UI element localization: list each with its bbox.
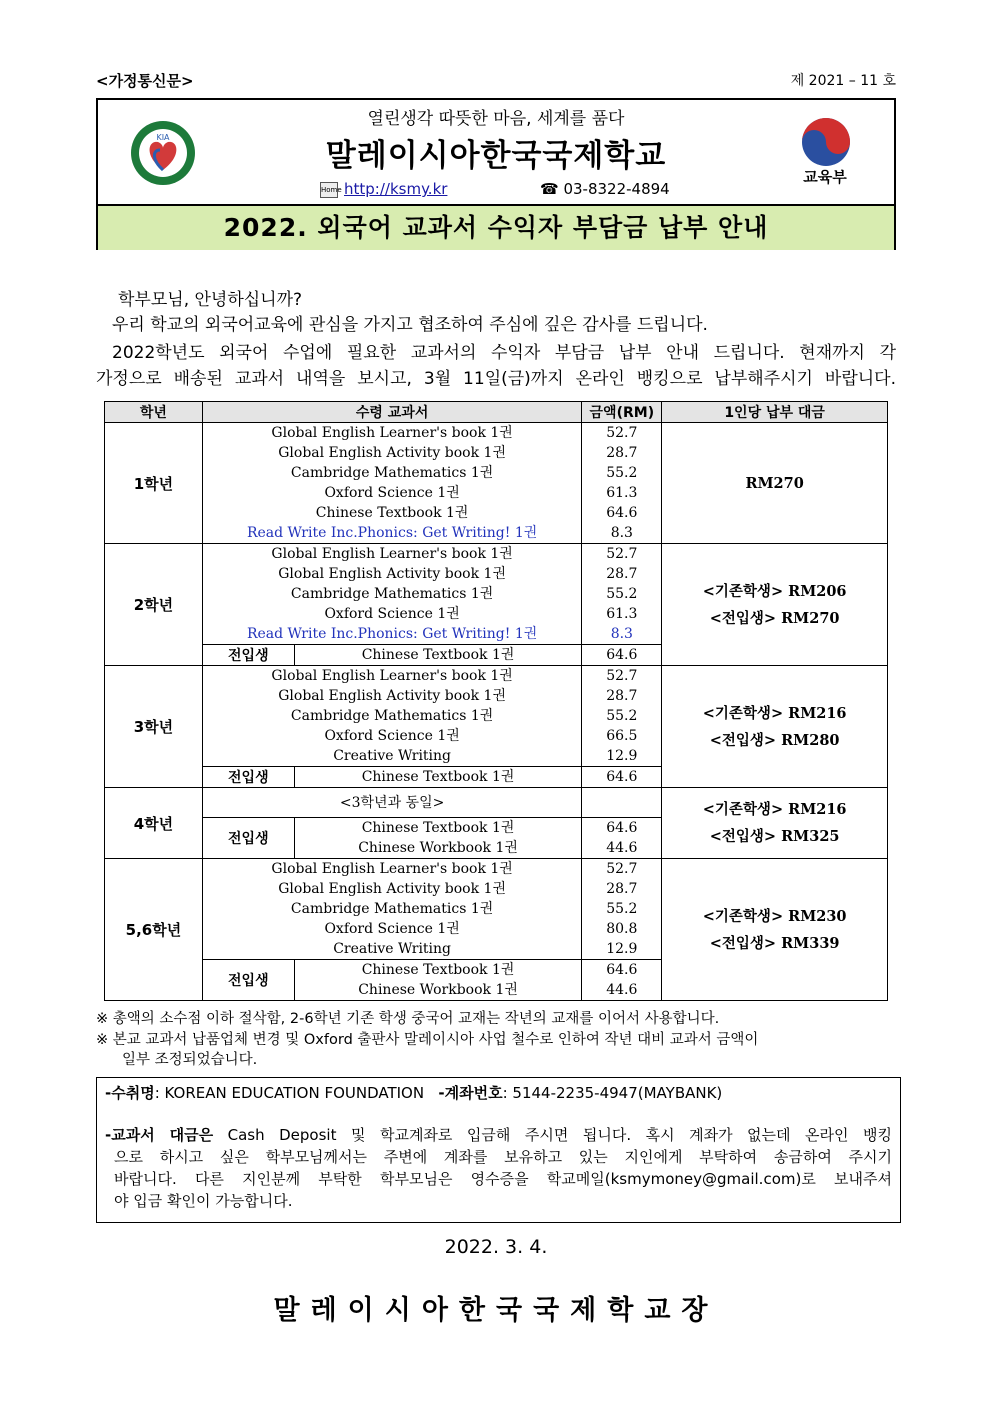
price-item: 44.6 <box>606 982 638 998</box>
transfer-label: 전입생 <box>202 960 294 1001</box>
payment-existing: <기존학생> RM230 <box>702 907 847 925</box>
price-item: 12.9 <box>606 748 638 764</box>
grade-4-label: 4학년 <box>105 788 203 859</box>
principal-signature: 말레이시아한국국제학교장 <box>273 1295 719 1326</box>
textbook-fee-table <box>104 401 888 1001</box>
price-item: 64.6 <box>606 820 638 836</box>
grade-4-transfer-prices <box>582 818 662 859</box>
grade-2-books <box>202 544 581 645</box>
grade-2-label: 2학년 <box>105 544 203 666</box>
price-item: 28.7 <box>606 445 638 461</box>
intro-line-2: 가정으로 배송된 교과서 내역을 보시고, 3월 11일(금)까지 온라인 뱅킹으로 납부해주시기 바랍니다. <box>96 369 896 389</box>
book-item: Creative Writing <box>333 941 452 957</box>
phone-row <box>540 180 670 198</box>
book-item: Global English Activity book 1권 <box>278 881 506 897</box>
price-item: 52.7 <box>606 425 638 441</box>
price-item: 12.9 <box>606 941 638 957</box>
payee-label: -수취명 <box>105 1084 155 1102</box>
grade-1-label: 1학년 <box>105 423 203 544</box>
note-2-cont: 일부 조정되었습니다. <box>122 1052 258 1068</box>
grade-4-transfer-books <box>294 818 582 859</box>
payment-transfer: <전입생> RM325 <box>709 828 840 845</box>
book-item: Global English Learner's book 1권 <box>271 668 513 684</box>
grade-3-books <box>202 666 581 767</box>
grade-3-transfer-books <box>294 767 582 788</box>
price-item: 64.6 <box>606 962 638 978</box>
grade-56-transfer-books <box>294 960 582 1001</box>
fee-line-3: 바랍니다. 다른 지인분께 부탁한 학부모님은 영수증을 학교메일(ksmymoney@gmail.com)로 보내주셔 <box>114 1170 892 1188</box>
price-item: 55.2 <box>606 465 638 481</box>
col-header-payment: 1인당 납부 대금 <box>662 402 888 423</box>
book-item: Chinese Textbook 1권 <box>315 505 469 521</box>
issue-number: 제 2021 – 11 호 <box>790 73 896 89</box>
grade-2-payment <box>662 544 888 666</box>
book-item: Chinese Textbook 1권 <box>361 962 515 978</box>
grade-1-books <box>202 423 581 544</box>
price-item: 28.7 <box>606 566 638 582</box>
account-value: : 5144-2235-4947(MAYBANK) <box>502 1084 723 1102</box>
col-header-price: 금액(RM) <box>582 402 662 423</box>
table-row <box>105 666 888 767</box>
payment-transfer: <전입생> RM280 <box>709 731 840 749</box>
price-item: 28.7 <box>606 881 638 897</box>
fee-line-4: 야 입금 확인이 가능합니다. <box>114 1192 293 1210</box>
fee-line-1: -교과서 대금은 Cash Deposit 및 학교계좌로 입금해 주시면 됩니다. 혹시 계좌가 없는데 온라인 뱅킹 <box>105 1126 892 1144</box>
price-item: 44.6 <box>606 840 638 856</box>
grade-3-label: 3학년 <box>105 666 203 788</box>
document-title: 2022. 외국어 교과서 수익자 부담금 납부 안내 <box>98 204 894 250</box>
price-item: 55.2 <box>606 901 638 917</box>
grade-4-payment <box>662 788 888 859</box>
fee-line-2: 으로 하시고 싶은 학부모님께서는 주변에 계좌를 보유하고 있는 지인에게 부탁하여 송금하여 주시기 <box>114 1148 892 1166</box>
payment-existing: <기존학생> RM206 <box>702 582 847 600</box>
price-item: 64.6 <box>606 505 638 521</box>
grade-56-payment <box>662 859 888 1001</box>
transfer-label: 전입생 <box>202 767 294 788</box>
grade-3-prices <box>582 666 662 767</box>
payment-transfer: <전입생> RM339 <box>709 934 840 952</box>
table-row <box>105 544 888 645</box>
price-item: 61.3 <box>606 485 638 501</box>
bank-info-box <box>96 1077 901 1223</box>
note-2: ※ 본교 교과서 납품업체 변경 및 Oxford 출판사 말레이시아 사업 철수로 인하여 작년 대비 교과서 금액이 <box>96 1032 759 1048</box>
payment-existing: <기존학생> RM216 <box>702 801 847 818</box>
transfer-label: 전입생 <box>202 645 294 666</box>
book-item: Cambridge Mathematics 1권 <box>290 465 494 481</box>
col-header-grade: 학년 <box>105 402 203 423</box>
book-item: Cambridge Mathematics 1권 <box>290 586 494 602</box>
grade-3-payment <box>662 666 888 788</box>
note-1: ※ 총액의 소수점 이하 절삭함, 2-6학년 기존 학생 중국어 교재는 작년의 교재를 이어서 사용합니다. <box>96 1011 720 1027</box>
thanks-text: 우리 학교의 외국어교육에 관심을 가지고 협조하여 주심에 깊은 감사를 드립니다. <box>112 315 708 335</box>
grade-56-transfer-prices <box>582 960 662 1001</box>
table-header-row <box>105 402 888 423</box>
school-name: 말레이시아한국국제학교 <box>325 138 667 174</box>
book-item: Chinese Textbook 1권 <box>361 820 515 836</box>
price-item: 55.2 <box>606 708 638 724</box>
price-item: 52.7 <box>606 546 638 562</box>
book-item: Global English Learner's book 1권 <box>271 861 513 877</box>
table-row <box>105 423 888 544</box>
grade-2-transfer-prices <box>582 645 662 666</box>
phone-number: 03-8322-4894 <box>563 180 670 198</box>
grade-4-empty-price <box>582 788 662 818</box>
price-item: 28.7 <box>606 688 638 704</box>
website-row <box>320 180 447 198</box>
book-item: Read Write Inc.Phonics: Get Writing! 1권 <box>246 525 538 541</box>
issue-date: 2022. 3. 4. <box>444 1236 548 1258</box>
book-item: Oxford Science 1권 <box>324 921 460 937</box>
grade-4-same-note: <3학년과 동일> <box>202 788 581 818</box>
newsletter-label: <가정통신문> <box>96 72 194 90</box>
book-item: Global English Activity book 1권 <box>278 566 506 582</box>
grade-1-payment: RM270 <box>662 423 888 544</box>
book-item: Cambridge Mathematics 1권 <box>290 901 494 917</box>
grade-56-label: 5,6학년 <box>105 859 203 1001</box>
price-item: 66.5 <box>606 728 638 744</box>
price-item: 52.7 <box>606 861 638 877</box>
book-item: Chinese Textbook 1권 <box>361 769 515 785</box>
ministry-label: 교육부 <box>803 168 847 186</box>
book-item: Oxford Science 1권 <box>324 728 460 744</box>
book-item: Oxford Science 1권 <box>324 606 460 622</box>
table-row <box>105 788 888 818</box>
ministry-emblem-icon <box>798 114 854 170</box>
price-item: 8.3 <box>610 525 633 541</box>
book-item: Global English Activity book 1권 <box>278 688 506 704</box>
price-item: 64.6 <box>606 769 638 785</box>
price-item: 64.6 <box>606 647 638 663</box>
grade-3-transfer-prices <box>582 767 662 788</box>
payee-row <box>105 1082 892 1104</box>
home-icon: Home <box>320 182 338 198</box>
col-header-books: 수령 교과서 <box>202 402 581 423</box>
book-item: Global English Activity book 1권 <box>278 445 506 461</box>
price-item: 8.3 <box>610 626 633 642</box>
letterhead <box>96 98 896 250</box>
price-item: 55.2 <box>606 586 638 602</box>
greeting: 학부모님, 안녕하십니까? <box>118 290 303 310</box>
book-item: Read Write Inc.Phonics: Get Writing! 1권 <box>246 626 538 642</box>
book-item: Chinese Textbook 1권 <box>361 647 515 663</box>
grade-2-transfer-books <box>294 645 582 666</box>
table-row <box>105 859 888 960</box>
grade-56-prices <box>582 859 662 960</box>
grade-1-prices <box>582 423 662 544</box>
payment-transfer: <전입생> RM270 <box>709 609 840 627</box>
price-item: 52.7 <box>606 668 638 684</box>
payment-existing: <기존학생> RM216 <box>702 704 847 722</box>
school-motto: 열린생각 따뜻한 마음, 세계를 품다 <box>367 109 625 129</box>
book-item: Oxford Science 1권 <box>324 485 460 501</box>
grade-56-books <box>202 859 581 960</box>
account-label: -계좌번호 <box>438 1084 503 1102</box>
phone-icon: ☎ <box>540 180 559 198</box>
grade-2-prices <box>582 544 662 645</box>
book-item: Chinese Workbook 1권 <box>358 840 518 856</box>
book-item: Cambridge Mathematics 1권 <box>290 708 494 724</box>
intro-line-1: 2022학년도 외국어 수업에 필요한 교과서의 수익자 부담금 납부 안내 드립니다. 현재까지 각 <box>112 343 896 363</box>
book-item: Creative Writing <box>333 748 452 764</box>
transfer-label: 전입생 <box>202 818 294 859</box>
payee-value: : KOREAN EDUCATION FOUNDATION <box>154 1084 425 1102</box>
price-item: 80.8 <box>606 921 638 937</box>
book-item: Global English Learner's book 1권 <box>271 425 513 441</box>
logo-text: KIA <box>156 133 170 142</box>
fee-label: -교과서 대금은 <box>105 1126 214 1144</box>
book-item: Global English Learner's book 1권 <box>271 546 513 562</box>
price-item: 61.3 <box>606 606 638 622</box>
website-link[interactable]: http://ksmy.kr <box>344 180 448 198</box>
book-item: Chinese Workbook 1권 <box>358 982 518 998</box>
